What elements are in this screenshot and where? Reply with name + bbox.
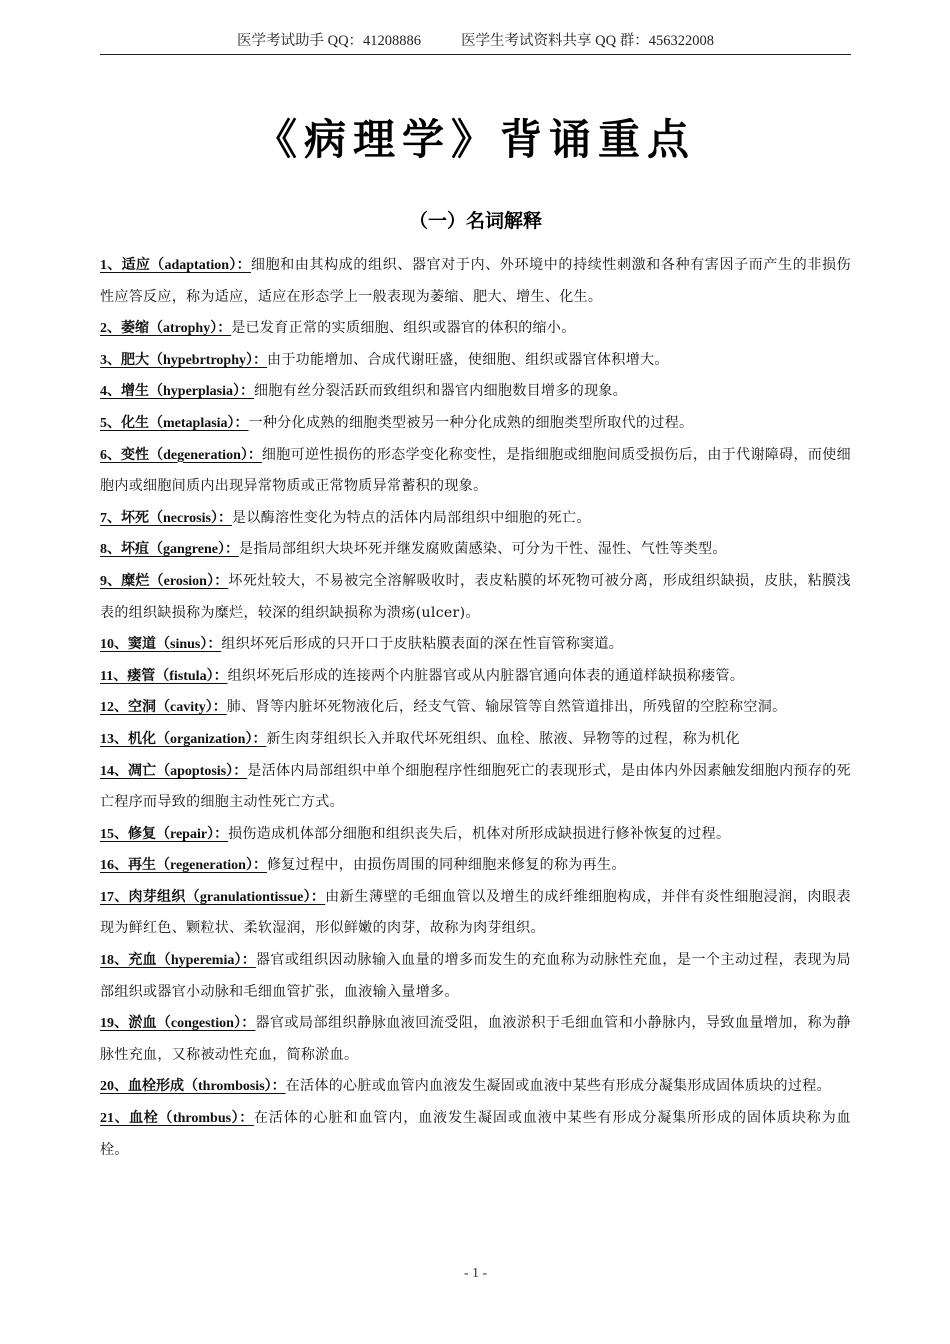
term-definition: 是活体内局部组织中单个细胞程序性细胞死亡的表现形式，是由体内外因素触发细胞内预存的死亡程序而导致的细胞主动性死亡方式。: [100, 762, 851, 811]
term-entry-organization: [100, 724, 851, 756]
term-list: [100, 250, 851, 1166]
term-definition: 修复过程中，由损伤周围的同种细胞来修复的称为再生。: [266, 857, 626, 874]
term-label: 15、修复（repair）：: [100, 826, 229, 842]
term-label: 21、血栓（thrombus）：: [100, 1111, 254, 1127]
term-definition: 器官或组织因动脉输入血量的增多而发生的充血称为动脉性充血，是一个主动过程，表现为局部组织或器官小动脉和毛细血管扩张，血液输入量增多。: [100, 952, 851, 1000]
term-definition: 由新生薄壁的毛细血管以及增生的成纤维细胞构成，并伴有炎性细胞浸润，肉眼表现为鲜红色、颗粒状、柔软湿润，形似鲜嫩的肉芽，故称为肉芽组织。: [100, 888, 851, 937]
document-title: 《病理学》背诵重点: [254, 115, 696, 164]
term-label: 20、血栓形成（thrombosis）：: [100, 1079, 286, 1095]
term-definition: 细胞有丝分裂活跃而致组织和器官内细胞数目增多的现象。: [254, 383, 628, 400]
term-entry-cavity: [100, 692, 851, 724]
term-label: 8、坏疽（gangrene）：: [100, 542, 239, 558]
term-entry-repair: [100, 819, 851, 851]
term-entry-hyperemia: [100, 945, 851, 1008]
term-definition: 器官或局部组织静脉血液回流受阻，血液淤积于毛细血管和小静脉内，导致血量增加，称为静脉性充血，又称被动性充血，简称淤血。: [100, 1015, 852, 1063]
term-entry-sinus: [100, 629, 851, 661]
term-entry-thrombosis: [100, 1071, 851, 1103]
term-definition: 新生肉芽组织长入并取代坏死组织、血栓、脓液、异物等的过程，称为机化: [266, 730, 741, 747]
term-label: 14、凋亡（apoptosis）：: [100, 763, 248, 779]
term-entry-degeneration: [100, 440, 851, 503]
term-definition: 肺、肾等内脏坏死物液化后，经支气管、输尿管等自然管道排出，所残留的空腔称空洞。: [226, 699, 787, 716]
term-label: 1、适应（adaptation）：: [100, 258, 251, 273]
term-definition: 坏死灶较大，不易被完全溶解吸收时，表皮粘膜的坏死物可被分离，形成组织缺损，皮肤，粘膜浅表的组织缺损称为糜烂，较深的组织缺损称为溃疡(ulcer)。: [100, 572, 851, 621]
term-label: 3、肥大（hypebrtrophy）：: [100, 352, 267, 368]
term-entry-erosion: [100, 566, 851, 629]
term-label: 16、再生（regeneration）：: [100, 858, 267, 874]
term-definition: 一种分化成熟的细胞类型被另一种分化成熟的细胞类型所取代的过程。: [248, 414, 694, 431]
term-entry-congestion: [100, 1008, 851, 1071]
term-label: 11、瘘管（fistula）：: [100, 668, 228, 684]
term-entry-apoptosis: [100, 756, 851, 819]
page-number: - 1 -: [463, 1266, 488, 1281]
term-label: 17、肉芽组织（granulationtissue）：: [100, 889, 326, 905]
term-label: 19、淤血（congestion）：: [100, 1016, 256, 1032]
term-label: 7、坏死（necrosis）：: [100, 510, 232, 526]
header-left-text: 医学考试助手 QQ：41208886: [236, 33, 422, 49]
term-entry-adaptation: [100, 250, 851, 313]
term-label: 12、空洞（cavity）：: [100, 700, 227, 716]
term-entry-atrophy: [100, 313, 851, 345]
header-right-text: 医学生考试资料共享 QQ 群：456322008: [461, 33, 715, 49]
term-definition: 细胞和由其构成的组织、器官对于内、外环境中的持续性刺激和各种有害因子而产生的非损伤性应答反应，称为适应，适应在形态学上一般表现为萎缩、肥大、增生、化生。: [100, 257, 851, 305]
term-entry-gangrene: [100, 534, 851, 566]
term-entry-thrombus: [100, 1103, 851, 1166]
term-label: 2、萎缩（atrophy）：: [100, 321, 232, 337]
term-entry-fistula: [100, 661, 851, 693]
term-definition: 是指局部组织大块坏死并继发腐败菌感染、可分为干性、湿性、气性等类型。: [238, 541, 727, 558]
term-entry-hyperplasia: [100, 376, 851, 408]
term-label: 13、机化（organization）：: [100, 731, 267, 747]
term-label: 5、化生（metaplasia）：: [100, 415, 249, 431]
term-definition: 细胞可逆性损伤的形态学变化称变性，是指细胞或细胞间质受损伤后，由于代谢障碍，而使细胞内或细胞间质内出现异常物质或正常物质异常蓄积的现象。: [100, 446, 851, 495]
term-label: 10、窦道（sinus）：: [100, 637, 222, 653]
term-entry-hypertrophy: [100, 345, 851, 377]
term-entry-granulation-tissue: [100, 882, 851, 945]
term-entry-regeneration: [100, 850, 851, 882]
section-title: （一）名词解释: [408, 210, 542, 232]
term-label: 18、充血（hyperemia）：: [100, 953, 256, 969]
term-entry-metaplasia: [100, 408, 851, 440]
term-definition: 是已发育正常的实质细胞、组织或器官的体积的缩小。: [231, 320, 576, 337]
page-header: [100, 30, 851, 55]
term-label: 4、增生（hyperplasia）：: [100, 384, 255, 400]
term-definition: 在活体的心脏和血管内，血液发生凝固或血液中某些有形成分凝集所形成的固体质块称为血栓。: [100, 1110, 851, 1158]
term-definition: 由于功能增加、合成代谢旺盛，使细胞、组织或器官体积增大。: [266, 351, 669, 368]
term-label: 6、变性（degeneration）：: [100, 447, 262, 463]
term-definition: 损伤造成机体部分细胞和组织丧失后，机体对所形成缺损进行修补恢复的过程。: [228, 825, 731, 842]
term-definition: 组织坏死后形成的只开口于皮肤粘膜表面的深在性盲管称窦道。: [221, 636, 624, 653]
term-label: 9、糜烂（erosion）：: [100, 573, 229, 589]
term-definition: 组织坏死后形成的连接两个内脏器官或从内脏器官通向体表的通道样缺损称瘘管。: [227, 667, 745, 684]
term-entry-necrosis: [100, 503, 851, 535]
term-definition: 在活体的心脏或血管内血液发生凝固或血液中某些有形成分凝集形成固体质块的过程。: [285, 1078, 831, 1095]
term-definition: 是以酶溶性变化为特点的活体内局部组织中细胞的死亡。: [231, 509, 591, 526]
